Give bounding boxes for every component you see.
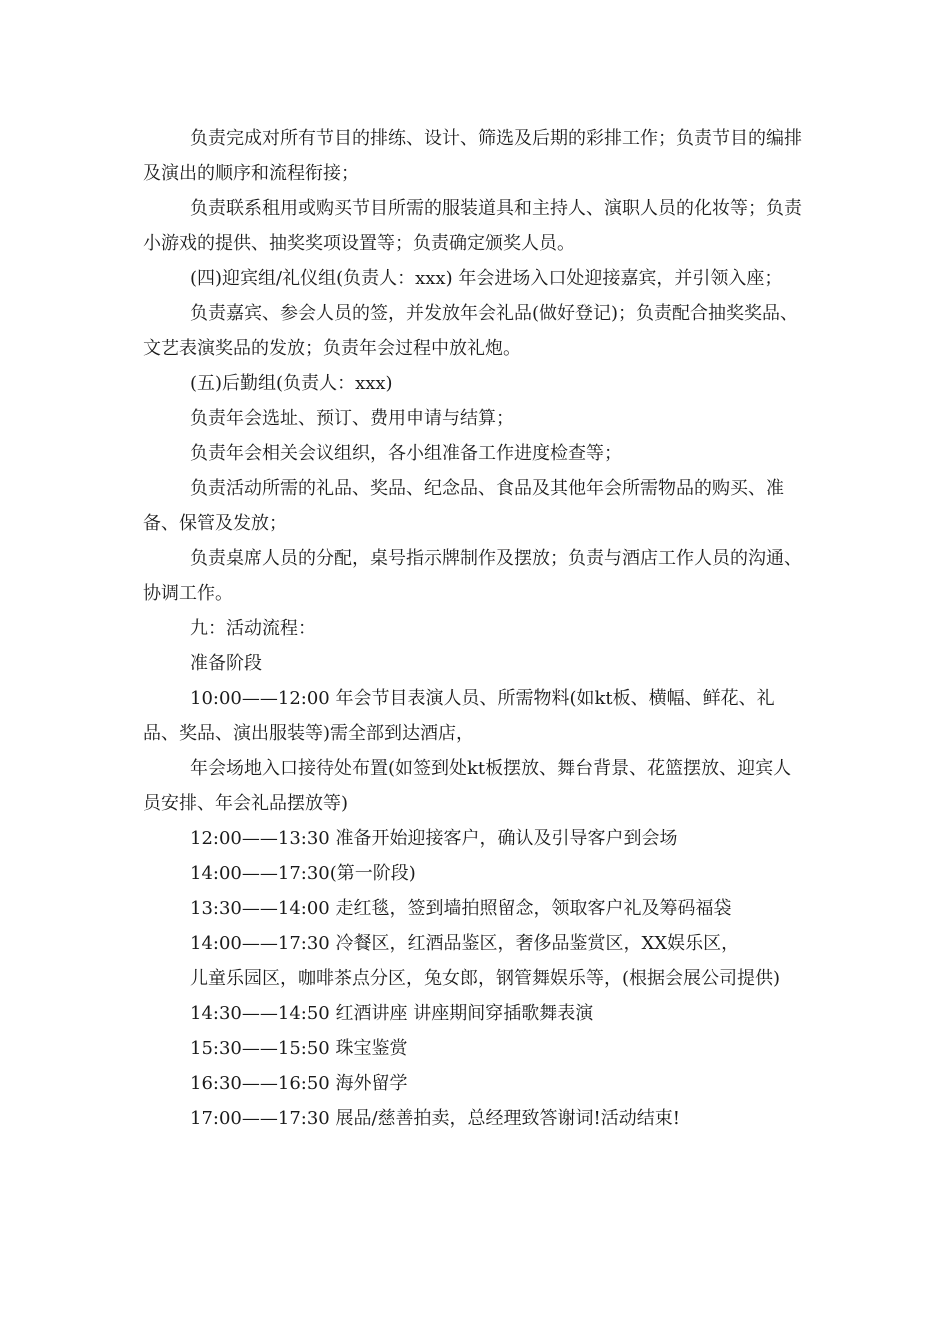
schedule-item: 儿童乐园区，咖啡茶点分区，兔女郎，钢管舞娱乐等，(根据会展公司提供) [190,968,781,989]
schedule-item: 17:00——17:30 展品/慈善拍卖，总经理致答谢词!活动结束! [190,1108,680,1129]
paragraph: 负责完成对所有节目的排练、设计、筛选及后期的彩排工作；负责节目的编排及演出的顺序和流程衔接； [143,128,802,184]
paragraph: 负责嘉宾、参会人员的签，并发放年会礼品(做好登记)；负责配合抽奖奖品、文艺表演奖品的发放；负责年会过程中放礼炮。 [143,303,799,359]
schedule-item: 12:00——13:30 准备开始迎接客户，确认及引导客户到会场 [190,828,678,849]
paragraph: 负责年会选址、预订、费用申请与结算； [190,408,514,429]
paragraph: 负责年会相关会议组织，各小组准备工作进度检查等； [190,443,622,464]
document-body [143,121,808,1136]
schedule-item: 16:30——16:50 海外留学 [190,1073,408,1094]
schedule-item: 13:30——14:00 走红毯，签到墙拍照留念，领取客户礼及筹码福袋 [190,898,732,919]
subsection-heading: 准备阶段 [190,653,262,674]
schedule-item: 15:30——15:50 珠宝鉴赏 [190,1038,408,1059]
paragraph: 负责活动所需的礼品、奖品、纪念品、食品及其他年会所需物品的购买、准备、保管及发放； [143,478,784,534]
paragraph: 负责桌席人员的分配，桌号指示牌制作及摆放；负责与酒店工作人员的沟通、协调工作。 [143,548,802,604]
schedule-item: 14:00——17:30 冷餐区，红酒品鉴区，奢侈品鉴赏区，XX娱乐区， [190,933,740,954]
paragraph: 负责联系租用或购买节目所需的服装道具和主持人、演职人员的化妆等；负责小游戏的提供、抽奖奖项设置等；负责确定颁奖人员。 [143,198,802,254]
section-heading: (五)后勤组(负责人：xxx) [190,373,393,394]
section-heading: (四)迎宾组/礼仪组(负责人：xxx) 年会进场入口处迎接嘉宾，并引领入座； [190,268,783,289]
schedule-item: 年会场地入口接待处布置(如签到处kt板摆放、舞台背景、花篮摆放、迎宾人员安排、年会礼品摆放等) [143,758,792,814]
section-heading: 九：活动流程： [190,618,316,639]
schedule-item: 14:30——14:50 红酒讲座 讲座期间穿插歌舞表演 [190,1003,594,1024]
schedule-item: 10:00——12:00 年会节目表演人员、所需物料(如kt板、横幅、鲜花、礼品、奖品、演出服装等)需全部到达酒店， [143,688,775,744]
schedule-item: 14:00——17:30(第一阶段) [190,863,416,884]
